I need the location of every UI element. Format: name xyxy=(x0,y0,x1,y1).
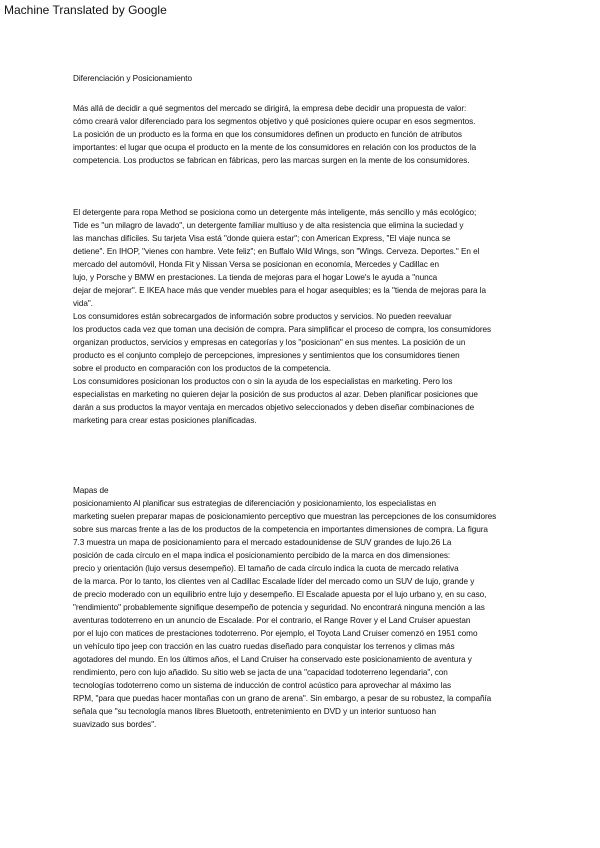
text-line: marketing para crear estas posiciones planificadas. xyxy=(73,416,257,425)
text-line: aventuras todoterreno en un anuncio de Escalade. Por el contrario, el Range Rover y el Land Cruiser apuestan xyxy=(73,616,471,625)
text-line: por el lujo con matices de prestaciones todoterreno. Por ejemplo, el Toyota Land Cruiser comenzó en 1951 como xyxy=(73,629,478,638)
text-line: sobre el producto en comparación con los productos de la competencia. xyxy=(73,364,331,373)
text-line: competencia. Los productos se fabrican en fábricas, pero las marcas surgen en la mente de los consumidores. xyxy=(73,156,470,165)
text-line: El detergente para ropa Method se posiciona como un detergente más inteligente, más sencillo y más ecológico; xyxy=(73,208,477,217)
text-line: especialistas en marketing no quieren dejar la posición de sus productos al azar. Deben planificar posiciones que xyxy=(73,390,478,399)
text-line: "rendimiento" probablemente signifique desempeño de potencia y seguridad. No encontrará ninguna mención a las xyxy=(73,603,485,612)
text-line: Los consumidores están sobrecargados de información sobre productos y servicios. No pueden reevaluar xyxy=(73,312,452,321)
text-line: Más allá de decidir a qué segmentos del mercado se dirigirá, la empresa debe decidir una propuesta de valor: xyxy=(73,104,467,113)
intro-paragraph xyxy=(73,102,476,167)
text-line: detiene". En IHOP, "vienes con hambre. Vete feliz"; en Buffalo Wild Wings, son "Wings. Cerveza. Deportes." En el xyxy=(73,247,480,256)
text-line: cómo creará valor diferenciado para los segmentos objetivo y qué posiciones quiere ocupar en esos segmentos. xyxy=(73,117,476,126)
text-line: dejar de mejorar". E IKEA hace más que vender muebles para el hogar asequibles; es la "tienda de mejoras para la xyxy=(73,286,487,295)
positioning-maps-section xyxy=(73,484,496,731)
text-line: señala que "su tecnología manos libres Bluetooth, entretenimiento en DVD y un interior suntuoso han xyxy=(73,707,436,716)
text-line: mercado del automóvil, Honda Fit y Nissan Versa se posicionan en economía, Mercedes y Cadillac en xyxy=(73,260,440,269)
document-title: Diferenciación y Posicionamiento xyxy=(73,74,192,83)
text-line: producto es el conjunto complejo de percepciones, impresiones y sentimientos que los consumidores tienen xyxy=(73,351,460,360)
text-line: 7.3 muestra un mapa de posicionamiento para el mercado estadounidense de SUV grandes de lujo.26 La xyxy=(73,538,452,547)
text-line: las manchas difíciles. Su tarjeta Visa está "donde quiera estar"; con American Express, "El viaje nunca se xyxy=(73,234,451,243)
section-title xyxy=(73,72,192,85)
text-line: precio y orientación (lujo versus desempeño). El tamaño de cada círculo indica la cuota de mercado relativa xyxy=(73,564,459,573)
text-line: RPM, "para que puedas hacer montañas con un grano de arena". Sin embargo, a pesar de su robustez, la compañía xyxy=(73,694,492,703)
text-line: agotadores del mundo. En los últimos años, el Land Cruiser ha conservado este posicionamiento de aventura y xyxy=(73,655,472,664)
text-line: Los consumidores posicionan los productos con o sin la ayuda de los especialistas en marketing. Pero los xyxy=(73,377,453,386)
text-line: posición de cada círculo en el mapa indica el posicionamiento percibido de la marca en dos dimensiones: xyxy=(73,551,451,560)
text-line: Tide es "un milagro de lavado", un detergente familiar multiuso y de alta resistencia que elimina la suciedad y xyxy=(73,221,464,230)
text-line: un vehículo tipo jeep con tracción en las cuatro ruedas diseñado para conquistar los terrenos y climas más xyxy=(73,642,455,651)
text-line: La posición de un producto es la forma en que los consumidores definen un producto en función de atributos xyxy=(73,130,462,139)
text-line: lujo, y Porsche y BMW en prestaciones. La tienda de mejoras para el hogar Lowe's le ayuda a "nunca xyxy=(73,273,438,282)
text-line: Mapas de xyxy=(73,486,109,495)
text-line: sobre sus marcas frente a las de los productos de la competencia en importantes dimensiones de compra. La figura xyxy=(73,525,488,534)
text-line: suavizado sus bordes". xyxy=(73,720,157,729)
text-line: posicionamiento Al planificar sus estrategias de diferenciación y posicionamiento, los especialistas en xyxy=(73,499,437,508)
text-line: vida". xyxy=(73,299,93,308)
text-line: de precio moderado con un equilibrio entre lujo y desempeño. El Escalade apuesta por el lujo urbano y, en su caso, xyxy=(73,590,487,599)
text-line: los productos cada vez que toman una decisión de compra. Para simplificar el proceso de compra, los consumidores xyxy=(73,325,492,334)
body-paragraphs xyxy=(73,206,491,427)
text-line: tecnologías todoterreno como un sistema de inducción de control acústico para aprovechar al máximo las xyxy=(73,681,452,690)
text-line: rendimiento, pero con lujo añadido. Su sitio web se jacta de una "capacidad todoterreno legendaria", con xyxy=(73,668,448,677)
text-line: de la marca. Por lo tanto, los clientes ven al Cadillac Escalade líder del mercado como un SUV de lujo, grande y xyxy=(73,577,475,586)
text-line: importantes: el lugar que ocupa el producto en la mente de los consumidores en relación con los productos de la xyxy=(73,143,477,152)
text-line: marketing suelen preparar mapas de posicionamiento perceptivo que muestran las percepciones de los consumidores xyxy=(73,512,497,521)
machine-translation-banner: Machine Translated by Google xyxy=(4,3,167,17)
text-line: darán a sus productos la mayor ventaja en mercados objetivo seleccionados y deben diseñar combinaciones de xyxy=(73,403,475,412)
text-line: organizan productos, servicios y empresas en categorías y los "posicionan" en sus mentes. La posición de un xyxy=(73,338,466,347)
